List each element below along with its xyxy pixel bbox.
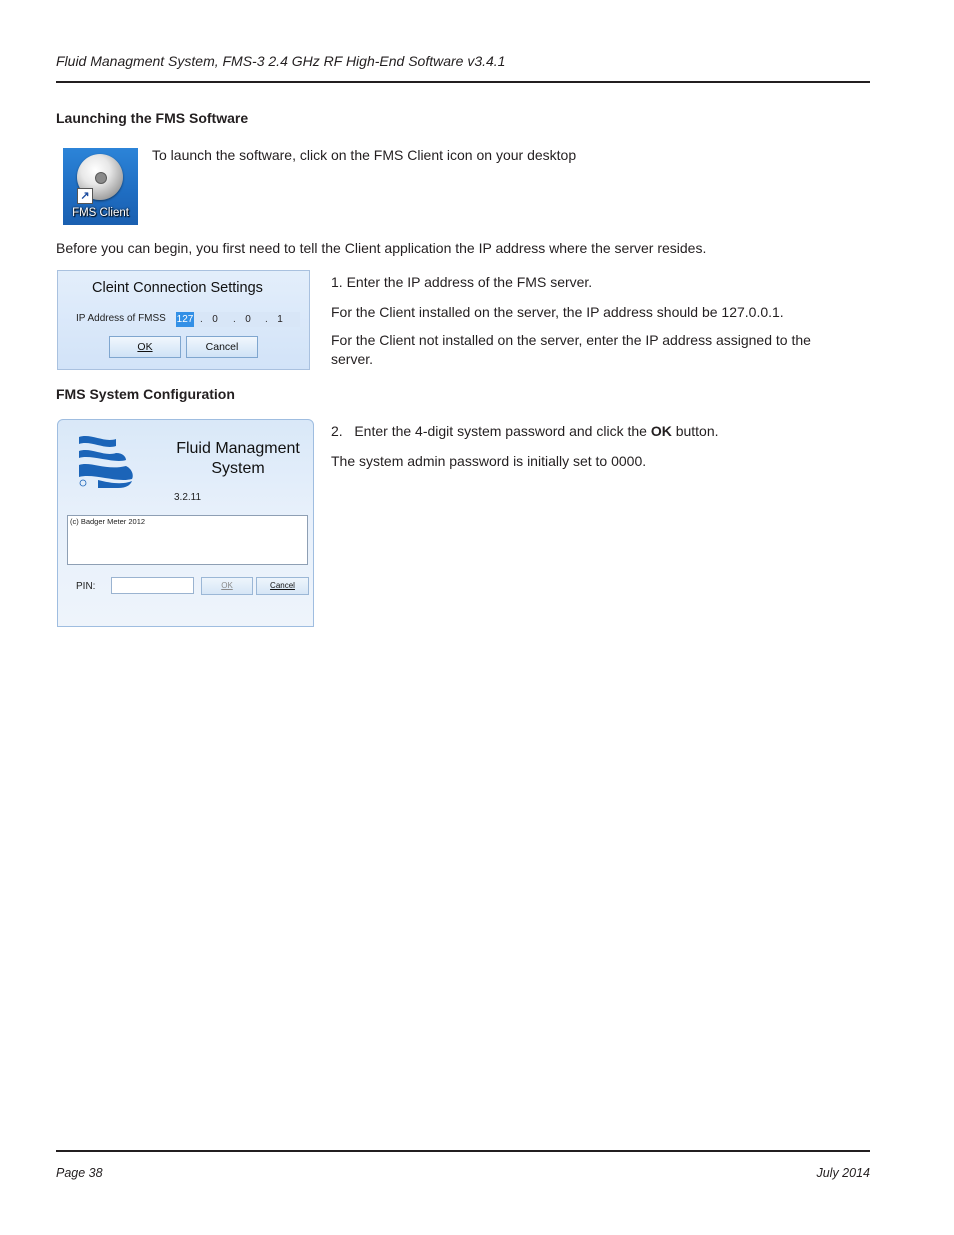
shortcut-arrow-icon: ↗ bbox=[77, 188, 93, 204]
app-title: Fluid Managment System bbox=[176, 440, 300, 477]
ip-address-field[interactable]: 127 . 0 . 0 . 1 bbox=[176, 312, 300, 327]
window-title: Cleint Connection Settings bbox=[92, 280, 263, 296]
header-rule bbox=[56, 81, 870, 83]
intro-paragraph: Before you can begin, you first need to tell the Client application the IP address where the server resides. bbox=[56, 240, 707, 256]
badger-meter-logo-icon bbox=[76, 433, 136, 491]
footer-rule bbox=[56, 1150, 870, 1152]
document-header-title: Fluid Managment System, FMS-3 2.4 GHz RF High-End Software v3.4.1 bbox=[56, 53, 506, 69]
ip-octet-2[interactable]: 0 bbox=[212, 314, 218, 325]
section-heading-configuration: FMS System Configuration bbox=[56, 386, 235, 402]
desktop-icon-label: FMS Client bbox=[72, 207, 129, 219]
version-label: 3.2.11 bbox=[174, 492, 202, 503]
step-1: 1. Enter the IP address of the FMS server. bbox=[331, 274, 593, 290]
page-number: Page 38 bbox=[56, 1166, 103, 1180]
document-date: July 2014 bbox=[816, 1166, 870, 1180]
fms-client-desktop-icon[interactable] bbox=[63, 148, 138, 225]
ip-octet-3[interactable]: 0 bbox=[245, 314, 251, 325]
fms-login-window bbox=[57, 419, 314, 627]
launch-instruction: To launch the software, click on the FMS Client icon on your desktop bbox=[152, 147, 577, 163]
step-2: 2. Enter the 4-digit system password and click the OK button. bbox=[331, 423, 719, 439]
ok-button[interactable]: OK bbox=[109, 336, 181, 358]
section-heading-launching: Launching the FMS Software bbox=[56, 110, 249, 126]
ip-octet-4[interactable]: 1 bbox=[277, 314, 283, 325]
cancel-button[interactable]: Cancel bbox=[186, 336, 258, 358]
default-password-note: The system admin password is initially set to 0000. bbox=[331, 453, 647, 469]
pin-input[interactable] bbox=[111, 577, 194, 594]
server-ip-note: For the Client installed on the server, the IP address should be 127.0.0.1. bbox=[331, 304, 784, 320]
ip-octet-1[interactable]: 127 bbox=[176, 314, 194, 325]
ip-address-label: IP Address of FMSS bbox=[76, 313, 166, 324]
client-ip-note: For the Client not installed on the server, enter the IP address assigned to the server. bbox=[331, 332, 811, 367]
login-ok-button[interactable]: OK bbox=[201, 577, 253, 595]
login-cancel-button[interactable]: Cancel bbox=[256, 577, 309, 595]
copyright-textbox: (c) Badger Meter 2012 bbox=[67, 515, 308, 565]
client-connection-settings-window bbox=[57, 270, 310, 370]
pin-label: PIN: bbox=[76, 581, 96, 592]
